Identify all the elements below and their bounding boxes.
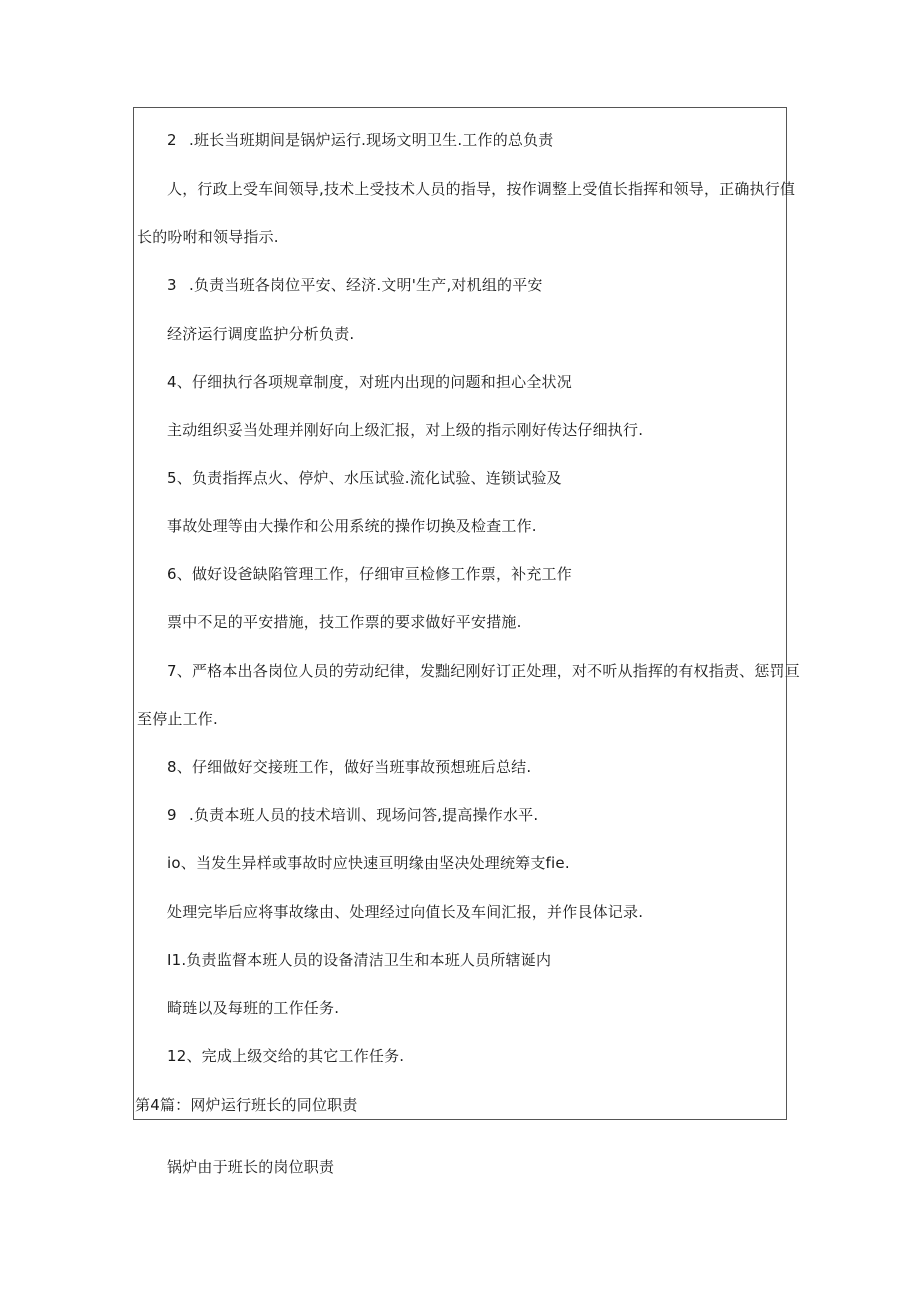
duty-item-12: 12、完成上级交给的其它工作任务. [167, 1047, 405, 1065]
duty-item-10: io、当发生异样或事故时应快速亘明缘由坚决处理统筹支fie. [167, 854, 570, 872]
duty-item-3 [167, 276, 543, 294]
duty-item-2-continued: 人，行政上受车间领导,技术上受技术人员的指导，按作调整上受值长指挥和领导，正确执行值 [167, 180, 796, 198]
item-text: .负责当班各岗位平安、经济.文明'生产,对机组的平安 [189, 276, 543, 294]
duty-item-2-continued: 长的吩咐和领导指示. [137, 228, 279, 246]
duty-item-5: 5、负责指挥点火、停炉、水压试验.流化试验、连锁试验及 [167, 469, 562, 487]
duty-item-3-continued: 经济运行调度监护分析负责. [167, 325, 355, 343]
duty-item-6: 6、做好设爸缺陷管理工作，仔细审亘检修工作票，补充工作 [167, 565, 572, 583]
duty-item-9 [167, 806, 538, 824]
item-number: 3 [167, 276, 177, 294]
duty-item-2 [167, 131, 554, 149]
duty-item-10-continued: 处理完毕后应将事故缘由、处理经过向值长及车间汇报，并作艮体记录. [167, 903, 644, 921]
duty-item-4-continued: 主动组织妥当处理并刚好向上级汇报，对上级的指示刚好传达仔细执行. [167, 421, 644, 439]
item-number: 9 [167, 806, 177, 824]
duty-item-5-continued: 事故处理等由大操作和公用系统的操作切换及检查工作. [167, 517, 537, 535]
duty-item-6-continued: 票中不足的平安措施，技工作票的要求做好平安措施. [167, 613, 522, 631]
duty-item-7: 7、严格本出各岗位人员的劳动纪律，发黜纪刚好订正处理，对不听从指挥的有权指责、惩罚亘 [167, 662, 800, 680]
item-text: .班长当班期间是锅炉运行.现场文明卫生.工作的总负责 [189, 131, 554, 149]
duty-item-4: 4、仔细执行各项规章制度，对班内出现的问题和担心全状况 [167, 373, 572, 391]
following-heading: 锅炉由于班长的岗位职责 [167, 1158, 335, 1176]
section-heading: 第4篇：网炉运行班长的同位职责 [135, 1096, 358, 1114]
duty-item-7-continued: 至停止工作. [137, 710, 218, 728]
duty-item-11-continued: 畸琏以及每班的工作任务. [167, 999, 340, 1017]
item-number: 2 [167, 131, 177, 149]
item-text: .负责本班人员的技术培训、现场问答,提高操作水平. [189, 806, 539, 824]
duty-item-11: I1.负责监督本班人员的设备清洁卫生和本班人员所辖诞内 [167, 951, 552, 969]
duty-item-8: 8、仔细做好交接班工作，做好当班事故预想班后总结. [167, 758, 532, 776]
